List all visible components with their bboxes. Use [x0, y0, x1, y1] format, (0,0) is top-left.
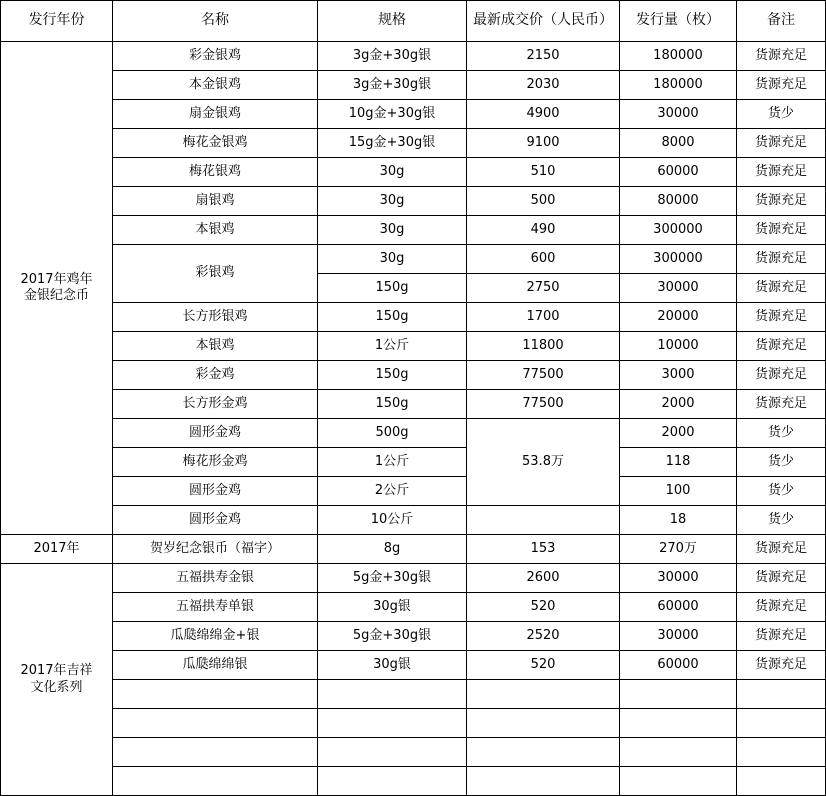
quantity-cell: 8000 [620, 129, 737, 158]
price-cell: 2520 [467, 622, 620, 651]
quantity-cell: 2000 [620, 390, 737, 419]
empty-cell [620, 680, 737, 709]
year-group-cell [1, 535, 113, 564]
name-cell: 梅花银鸡 [113, 158, 318, 187]
price-cell: 77500 [467, 361, 620, 390]
name-cell: 长方形银鸡 [113, 303, 318, 332]
price-cell: 500 [467, 187, 620, 216]
spec-cell: 3g金+30g银 [318, 71, 467, 100]
empty-cell [737, 767, 826, 796]
spec-cell: 1公斤 [318, 448, 467, 477]
empty-cell [467, 709, 620, 738]
empty-cell [620, 767, 737, 796]
quantity-cell: 30000 [620, 100, 737, 129]
name-cell: 本银鸡 [113, 216, 318, 245]
note-cell: 货源充足 [737, 332, 826, 361]
column-header-quantity: 发行量（枚） [620, 1, 737, 42]
spec-cell: 30g银 [318, 651, 467, 680]
note-cell: 货少 [737, 506, 826, 535]
empty-cell [318, 767, 467, 796]
note-cell: 货源充足 [737, 216, 826, 245]
year-group-label-line: 金银纪念币 [23, 288, 89, 303]
price-cell: 4900 [467, 100, 620, 129]
price-cell: 490 [467, 216, 620, 245]
price-cell: 2030 [467, 71, 620, 100]
price-cell: 1700 [467, 303, 620, 332]
name-cell: 本金银鸡 [113, 71, 318, 100]
note-cell: 货源充足 [737, 274, 826, 303]
name-cell: 贺岁纪念银币（福字） [113, 535, 318, 564]
note-cell: 货少 [737, 448, 826, 477]
year-group-cell [1, 564, 113, 796]
price-cell: 2600 [467, 564, 620, 593]
name-cell: 瓜瓞绵绵银 [113, 651, 318, 680]
quantity-cell: 270万 [620, 535, 737, 564]
empty-cell [318, 738, 467, 767]
note-cell: 货源充足 [737, 158, 826, 187]
empty-cell [113, 680, 318, 709]
note-cell: 货源充足 [737, 361, 826, 390]
column-header-year: 发行年份 [1, 1, 113, 42]
empty-cell [737, 738, 826, 767]
spec-cell: 2公斤 [318, 477, 467, 506]
quantity-cell: 100 [620, 477, 737, 506]
spec-cell: 5g金+30g银 [318, 622, 467, 651]
quantity-cell: 30000 [620, 564, 737, 593]
quantity-cell: 60000 [620, 593, 737, 622]
note-cell: 货少 [737, 419, 826, 448]
note-cell: 货源充足 [737, 564, 826, 593]
name-cell: 梅花金银鸡 [113, 129, 318, 158]
spec-cell: 150g [318, 303, 467, 332]
empty-cell [113, 767, 318, 796]
price-cell: 153 [467, 535, 620, 564]
name-cell: 五福拱寿单银 [113, 593, 318, 622]
note-cell: 货源充足 [737, 245, 826, 274]
spec-cell: 10公斤 [318, 506, 467, 535]
quantity-cell: 30000 [620, 622, 737, 651]
spec-cell: 30g [318, 187, 467, 216]
quantity-cell: 300000 [620, 216, 737, 245]
note-cell: 货源充足 [737, 622, 826, 651]
note-cell: 货源充足 [737, 390, 826, 419]
spec-cell: 30g [318, 216, 467, 245]
note-cell: 货少 [737, 477, 826, 506]
empty-cell [467, 738, 620, 767]
spec-cell: 3g金+30g银 [318, 42, 467, 71]
spec-cell: 30g银 [318, 593, 467, 622]
spec-cell: 1公斤 [318, 332, 467, 361]
empty-cell [467, 680, 620, 709]
quantity-cell: 180000 [620, 71, 737, 100]
note-cell: 货源充足 [737, 593, 826, 622]
name-cell: 扇银鸡 [113, 187, 318, 216]
column-header-name: 名称 [113, 1, 318, 42]
note-cell: 货源充足 [737, 303, 826, 332]
column-header-spec: 规格 [318, 1, 467, 42]
note-cell: 货源充足 [737, 651, 826, 680]
spec-cell: 150g [318, 390, 467, 419]
quantity-cell: 60000 [620, 651, 737, 680]
note-cell: 货少 [737, 100, 826, 129]
quantity-cell: 300000 [620, 245, 737, 274]
price-cell: 77500 [467, 390, 620, 419]
year-group-cell [1, 42, 113, 535]
name-cell: 瓜瓞绵绵金+银 [113, 622, 318, 651]
quantity-cell: 180000 [620, 42, 737, 71]
price-cell: 9100 [467, 129, 620, 158]
price-cell: 53.8万 [467, 419, 620, 506]
name-cell: 圆形金鸡 [113, 419, 318, 448]
name-cell: 五福拱寿金银 [113, 564, 318, 593]
quantity-cell: 18 [620, 506, 737, 535]
empty-cell [737, 680, 826, 709]
empty-cell [113, 738, 318, 767]
name-cell: 长方形金鸡 [113, 390, 318, 419]
name-cell: 梅花形金鸡 [113, 448, 318, 477]
name-cell: 彩金银鸡 [113, 42, 318, 71]
name-cell: 彩银鸡 [113, 245, 318, 303]
note-cell: 货源充足 [737, 187, 826, 216]
quantity-cell: 2000 [620, 419, 737, 448]
quantity-cell: 60000 [620, 158, 737, 187]
spec-cell: 500g [318, 419, 467, 448]
year-group-label-line: 文化系列 [30, 679, 83, 695]
quantity-cell: 20000 [620, 303, 737, 332]
empty-cell [318, 680, 467, 709]
price-cell: 600 [467, 245, 620, 274]
spec-cell: 150g [318, 361, 467, 390]
spec-cell: 15g金+30g银 [318, 129, 467, 158]
column-header-note: 备注 [737, 1, 826, 42]
note-cell: 货源充足 [737, 129, 826, 158]
quantity-cell: 3000 [620, 361, 737, 390]
quantity-cell: 80000 [620, 187, 737, 216]
quantity-cell: 10000 [620, 332, 737, 361]
note-cell: 货源充足 [737, 42, 826, 71]
price-cell: 520 [467, 593, 620, 622]
price-cell: 11800 [467, 332, 620, 361]
quantity-cell: 30000 [620, 274, 737, 303]
price-cell: 510 [467, 158, 620, 187]
spec-cell: 8g [318, 535, 467, 564]
price-cell: 2150 [467, 42, 620, 71]
spec-cell: 30g [318, 158, 467, 187]
spec-cell: 30g [318, 245, 467, 274]
empty-cell [620, 709, 737, 738]
spec-cell: 10g金+30g银 [318, 100, 467, 129]
empty-cell [318, 709, 467, 738]
year-group-label-line: 2017年吉祥 [20, 663, 93, 679]
price-cell [467, 506, 620, 535]
name-cell: 扇金银鸡 [113, 100, 318, 129]
spec-cell: 150g [318, 274, 467, 303]
empty-cell [113, 709, 318, 738]
year-group-label-line: 2017年 [33, 540, 80, 556]
name-cell: 本银鸡 [113, 332, 318, 361]
name-cell: 彩金鸡 [113, 361, 318, 390]
year-group-label-line: 2017年鸡年 [20, 271, 93, 287]
name-cell: 圆形金鸡 [113, 506, 318, 535]
spec-cell: 5g金+30g银 [318, 564, 467, 593]
empty-cell [620, 738, 737, 767]
price-cell: 520 [467, 651, 620, 680]
note-cell: 货源充足 [737, 71, 826, 100]
column-header-price: 最新成交价（人民币） [467, 1, 620, 42]
price-cell: 2750 [467, 274, 620, 303]
note-cell: 货源充足 [737, 535, 826, 564]
name-cell: 圆形金鸡 [113, 477, 318, 506]
quantity-cell: 118 [620, 448, 737, 477]
empty-cell [737, 709, 826, 738]
empty-cell [467, 767, 620, 796]
